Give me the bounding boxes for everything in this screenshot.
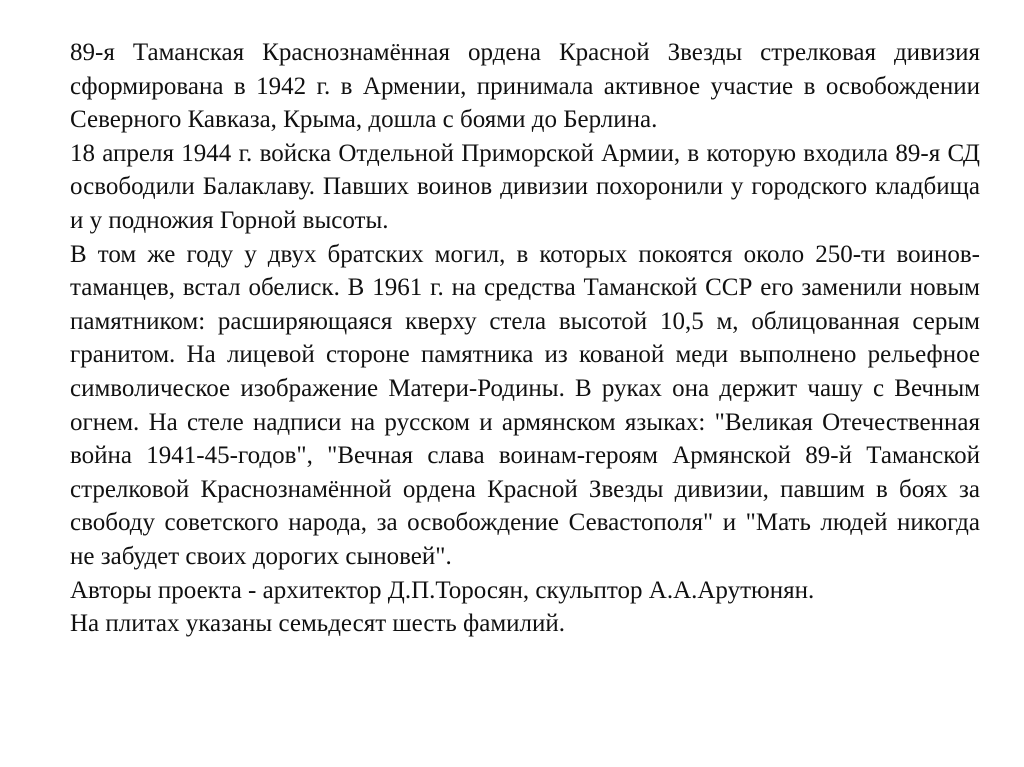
paragraph-monument-description: В том же году у двух братских могил, в которых покоятся около 250-ти воинов-таманцев, встал обелиск. В 1961 г. на средства Таманской ССР его заменили новым памятником: расширяющаяся кверху стела высотой 10,5 м, облицованная серым гранитом. На лицевой стороне памятника из кованой меди выполнено рельефное символическое изображение Матери-Родины. В руках она держит чашу с Вечным огнем. На стеле надписи на русском и армянском языках: "Великая Отечественная война 1941-45-годов", "Вечная слава воинам-героям Армянской 89-й Таманской стрелковой Краснознамённой ордена Красной Звезды дивизии, павшим в боях за свободу советского народа, за освобождение Севастополя" и "Мать людей никогда не забудет своих дорогих сыновей". [70, 240, 980, 570]
paragraph-division-history: 89-я Таманская Краснознамённая ордена Красной Звезды стрелковая дивизия сформирована в 1942 г. в Армении, принимала активное участие в освобождении Северного Кавказа, Крыма, дошла с боями до Берлина. [70, 39, 980, 134]
paragraph-project-authors: Авторы проекта - архитектор Д.П.Торосян, скульптор А.А.Арутюнян. [70, 576, 815, 604]
paragraph-plates-names: На плитах указаны семьдесят шесть фамилий. [70, 610, 566, 638]
text-block [70, 36, 980, 641]
paragraph-balaklava-liberation: 18 апреля 1944 г. войска Отдельной Приморской Армии, в которую входила 89-я СД освободили Балаклаву. Павших воинов дивизии похоронили у городского кладбища и у подножия Горной высоты. [70, 139, 980, 234]
